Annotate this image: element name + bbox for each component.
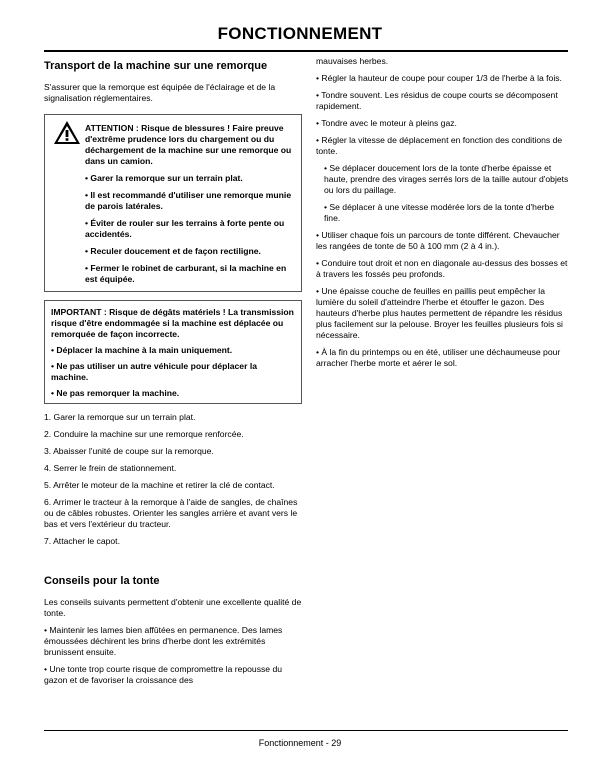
page-title: FONCTIONNEMENT (217, 24, 383, 43)
important-bullet: • Ne pas utiliser un autre véhicule pour déplacer la machine. (51, 361, 257, 382)
mowing-tip: • Régler la vitesse de déplacement en fonction des conditions de tonte. (316, 135, 563, 156)
mowing-tip: • Une tonte trop courte risque de compromettre la repousse du gazon et de favoriser la croissance des (44, 664, 283, 685)
step-item: 2. Conduire la machine sur une remorque renforcée. (44, 429, 244, 439)
transport-heading: Transport de la machine sur une remorque (44, 60, 268, 72)
step-item: 5. Arrêter le moteur de la machine et retirer la clé de contact. (44, 480, 275, 490)
mowing-tip-continuation: mauvaises herbes. (316, 56, 389, 66)
mowing-tip: • Utiliser chaque fois un parcours de tonte différent. Chevaucher les rangées de tonte de 50 à 100 mm (2 à 4 in.). (316, 230, 560, 251)
warning-header (51, 123, 295, 167)
warning-bullet: • Garer la remorque sur un terrain plat. (85, 173, 243, 183)
important-bullet: • Ne pas remorquer la machine. (51, 388, 180, 398)
warning-bullet: • Éviter de rouler sur les terrains à forte pente ou accidentés. (85, 218, 285, 239)
step-item: 7. Attacher le capot. (44, 536, 120, 546)
step-item: 3. Abaisser l'unité de coupe sur la remorque. (44, 446, 214, 456)
warning-box (44, 114, 302, 292)
warning-triangle-icon (53, 120, 81, 145)
mowing-tip: • Tondre souvent. Les résidus de coupe courts se décomposent rapidement. (316, 90, 558, 111)
mowing-tip: • Tondre avec le moteur à pleins gaz. (316, 118, 457, 128)
mowing-intro: Les conseils suivants permettent d'obtenir une excellente qualité de tonte. (44, 597, 302, 618)
right-column (316, 56, 572, 375)
page-footer: Fonctionnement - 29 (258, 738, 342, 748)
mowing-tip: • À la fin du printemps ou en été, utiliser une déchaumeuse pour arracher l'herbe morte et aérer le sol. (316, 347, 561, 368)
step-item: 4. Serrer le frein de stationnement. (44, 463, 177, 473)
page-header (44, 24, 556, 44)
mowing-tips-list (316, 73, 572, 369)
section-spacer (44, 553, 302, 571)
step-item: 6. Arrimer le tracteur à la remorque à l'aide de sangles, de chaînes ou de câbles robustes. Orienter les sangles arrière et avant vers le bas et vers l'extérieur du tracteur. (44, 497, 298, 529)
mowing-tip: • Se déplacer à une vitesse modérée lors de la tonte d'herbe fine. (324, 202, 555, 223)
warning-bullet: • Fermer le robinet de carburant, si la machine en est équipée. (85, 263, 287, 284)
mowing-tip: • Maintenir les lames bien affûtées en permanence. Des lames émoussées déchirent les brins d'herbe dont les extrémités brunissent ensuite. (44, 625, 283, 657)
left-column (44, 56, 302, 692)
transport-intro: S'assurer que la remorque est équipée de l'éclairage et de la signalisation réglementaires. (44, 82, 276, 103)
warning-title: ATTENTION : Risque de blessures ! Faire preuve d'extrême prudence lors du chargement ou du déchargement de la machine sur une remorque ou dans un camion. (85, 123, 292, 166)
mowing-tip: • Régler la hauteur de coupe pour couper 1/3 de l'herbe à la fois. (316, 73, 562, 83)
mowing-tip: • Une épaisse couche de feuilles en paillis peut empêcher la lumière du soleil d'atteindre l'herbe et étouffer le gazon. Des hauteurs d'herbe plus hautes permettent de répandre les résidus plus facilement sur la pelouse. Broyer les feuilles plusieurs fois si nécessaire. (316, 286, 563, 340)
mowing-tip: • Conduire tout droit et non en diagonale au-dessus des bosses et à travers les fossés peu profonds. (316, 258, 568, 279)
step-item: 1. Garer la remorque sur un terrain plat. (44, 412, 196, 422)
header-divider (44, 50, 568, 52)
important-title: IMPORTANT : Risque de dégâts matériels ! La transmission risque d'être endommagée si la machine est déplacée ou remorquée de façon incorrecte. (51, 307, 294, 339)
footer-divider (44, 730, 568, 731)
warning-bullet: • Il est recommandé d'utiliser une remorque munie de parois latérales. (85, 190, 292, 211)
mowing-heading: Conseils pour la tonte (44, 575, 160, 587)
warning-bullet: • Reculer doucement et de façon rectiligne. (85, 246, 261, 256)
mowing-tip: • Se déplacer doucement lors de la tonte d'herbe épaisse et haute, prendre des virages serrés lors de la taille autour d'objets ou lors du paillage. (324, 163, 569, 195)
important-bullet: • Déplacer la machine à la main uniquement. (51, 345, 233, 355)
important-box (44, 300, 302, 404)
